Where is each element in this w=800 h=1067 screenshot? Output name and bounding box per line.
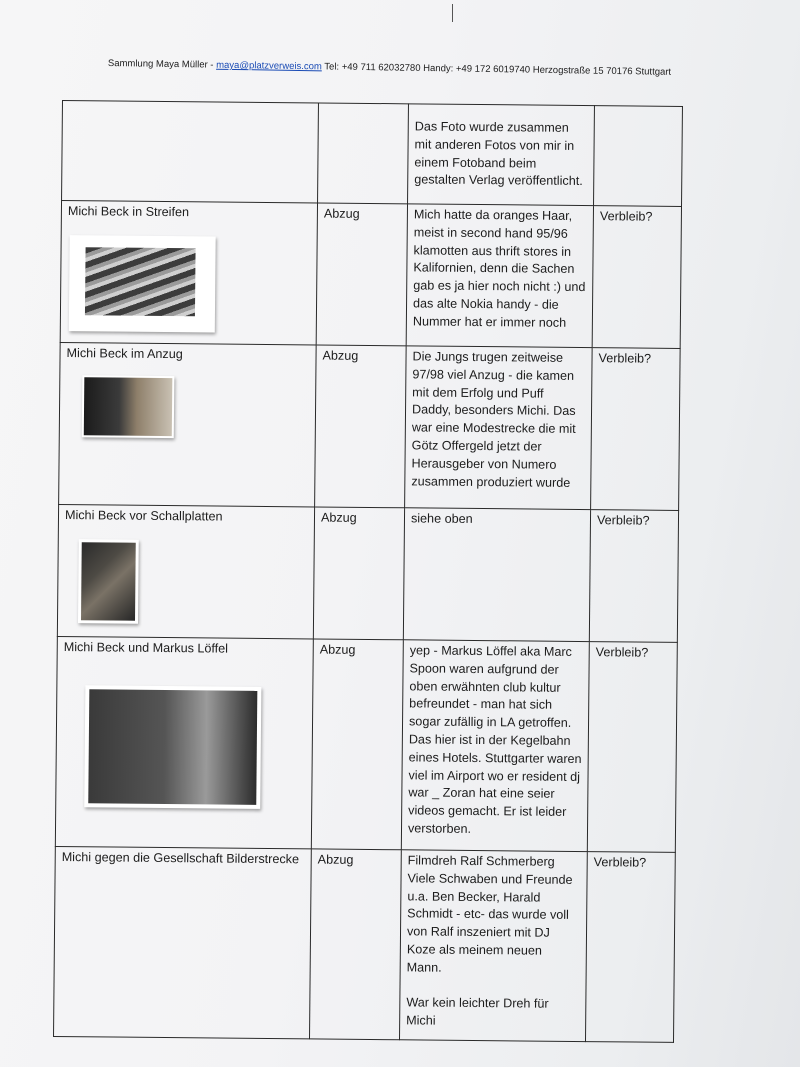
cell-title: [57, 504, 314, 638]
row-title: Michi Beck im Anzug: [66, 346, 183, 362]
table-row: [55, 636, 677, 852]
table-row: [57, 504, 678, 642]
photo-thumbnail: [84, 685, 261, 809]
row-comment: yep - Markus Löffel aka Marc Spoon waren aufgrund der oben erwähnten club kultur befreundet - man hat sich sogar zufällig in LA getroffen. Das hier ist in der Kegelbahn eines Hotels. Stuttgarter waren viel im Airport wo er resident dj war _ Zoran hat eine seier videos gemacht. Er ist leider verstorben.: [407, 643, 582, 836]
photo-image: [84, 377, 173, 436]
collection-table-wrap: [53, 100, 698, 1043]
cell-type: [311, 639, 403, 850]
photo-image: [88, 689, 257, 805]
photo-thumbnail: [82, 375, 175, 438]
row-comment: Mich hatte da oranges Haar, meist in second hand 95/96 klamotten aus thrift stores in Kalifornien, denn die Sachen gab es ja hier noch nicht :) und das alte Nokia handy - die Nummer hat er immer noch: [412, 207, 586, 330]
cell-comment: [406, 204, 593, 348]
cell-type: [316, 203, 407, 346]
row-status: Verbleib?: [596, 513, 650, 528]
cell-status: [585, 852, 675, 1043]
row-comment: siehe oben: [410, 511, 473, 526]
cell-type: [309, 849, 401, 1040]
table-row: [62, 101, 683, 207]
cell-type: [318, 103, 409, 204]
row-status: Verbleib?: [599, 209, 653, 224]
row-title: Michi Beck vor Schallplatten: [64, 508, 223, 524]
cell-type: [315, 345, 407, 508]
header-contact: Tel: +49 711 62032780 Handy: +49 172 6019740 Herzogstraße 15 70176 Stuttgart: [321, 61, 672, 78]
cell-status: [591, 348, 681, 511]
comment-spacer: [406, 977, 579, 996]
row-title: [69, 103, 312, 105]
cell-status: [592, 206, 681, 349]
photo-thumbnail: [69, 235, 216, 332]
header-prefix: Sammlung Maya Müller -: [107, 58, 217, 71]
cell-title: [55, 636, 313, 848]
row-status: Verbleib?: [593, 855, 647, 870]
row-type: Abzug: [322, 348, 359, 363]
cell-comment: [401, 640, 589, 852]
table-row: [54, 846, 676, 1042]
cell-title: [62, 101, 319, 203]
photo-thumbnail: [78, 539, 139, 624]
row-comment-extra: War kein leichter Dreh für Michi: [406, 995, 549, 1028]
row-type: Abzug: [323, 206, 360, 221]
cell-type: [313, 507, 404, 640]
cell-comment: [399, 850, 587, 1042]
cell-status: [587, 642, 677, 853]
photo-image: [81, 542, 136, 621]
photo-image: [85, 247, 196, 316]
cell-status: [589, 510, 678, 643]
cell-title: [54, 846, 312, 1038]
table-row: [60, 201, 681, 349]
row-type: Abzug: [319, 642, 356, 657]
cell-comment: [405, 346, 593, 510]
row-status: Verbleib?: [595, 645, 649, 660]
row-title: Michi gegen die Gesellschaft Bilderstrecke: [61, 850, 300, 867]
cell-status: [594, 106, 683, 207]
row-type: Abzug: [317, 852, 354, 867]
row-comment: Die Jungs trugen zeitweise 97/98 viel Anzug - die kamen mit dem Erfolg und Puff Daddy, besonders Michi. Das war eine Modestrecke die mit Götz Offergeld jetzt der Herausgeber von Numero zusammen produziert wurde: [411, 349, 576, 490]
row-comment: Das Foto wurde zusammen mit anderen Fotos von mir in einem Fotoband beim gestalten Verlag veröffentlicht.: [414, 119, 583, 189]
cell-comment: [403, 508, 590, 642]
cell-comment: [408, 104, 595, 206]
cell-title: [60, 201, 317, 345]
row-comment: Filmdreh Ralf Schmerberg Viele Schwaben und Freunde u.a. Ben Becker, Harald Schmidt - etc- das wurde voll von Ralf inszeniert mit DJ Koze als meinem neuen Mann.: [406, 853, 573, 975]
table-row: [59, 342, 681, 510]
letterhead: [108, 58, 708, 78]
row-status: Verbleib?: [598, 351, 652, 366]
cell-title: [59, 342, 317, 506]
row-type: Abzug: [320, 510, 357, 525]
row-title: Michi Beck und Markus Löffel: [63, 640, 229, 656]
email-link[interactable]: maya@platzverweis.com: [216, 59, 322, 73]
collection-table: [53, 100, 683, 1043]
page-mark: [452, 4, 453, 22]
row-title: Michi Beck in Streifen: [67, 204, 190, 220]
